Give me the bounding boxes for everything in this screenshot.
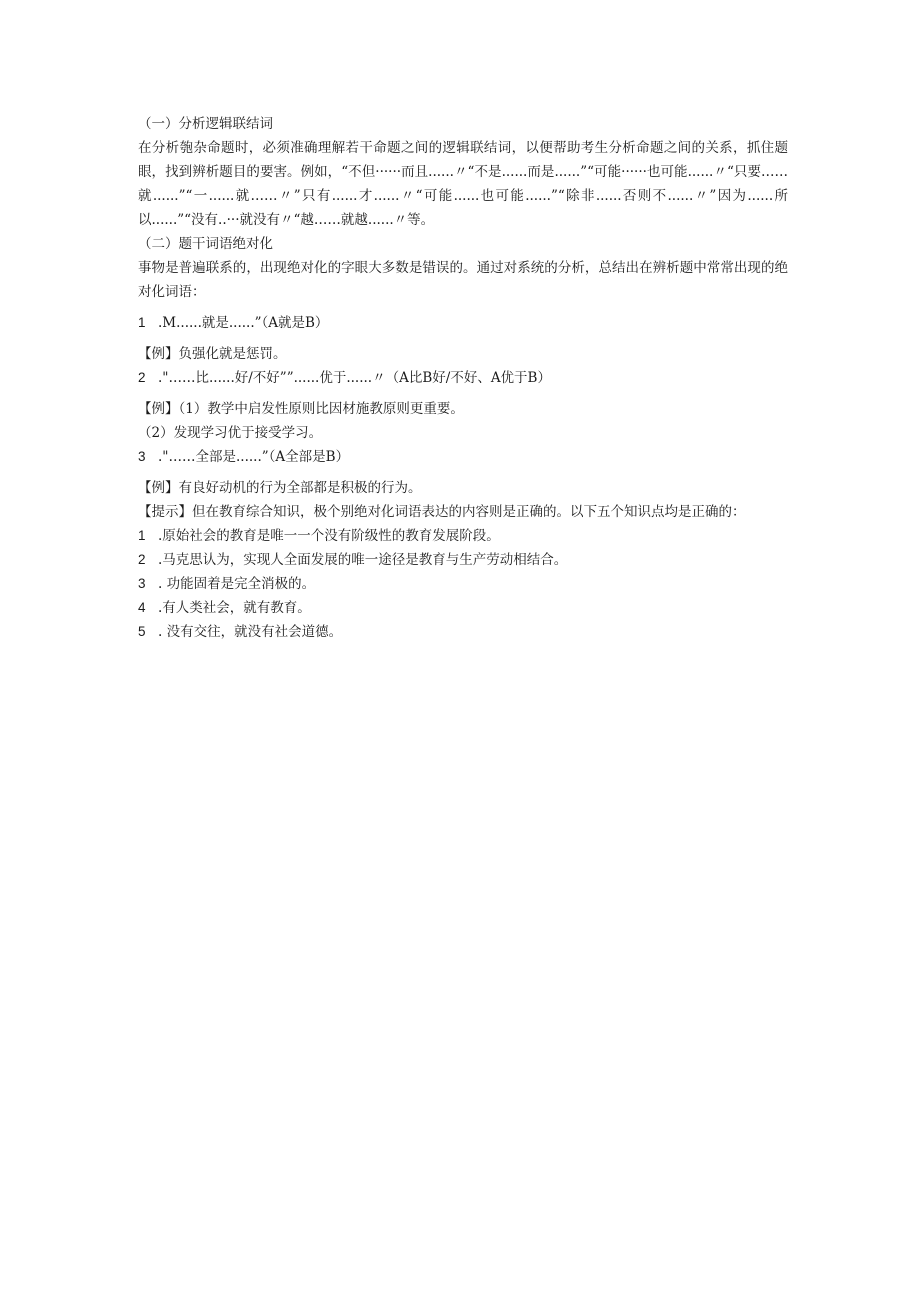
list-item-text: .M......就是......”（A就是B） — [158, 315, 329, 331]
example-2a: 【例】（1）教学中启发性原则比因材施教原则更重要。 — [138, 401, 464, 417]
point-number: 4 — [138, 600, 146, 615]
list-item-number: 3 — [138, 449, 146, 464]
point-number: 2 — [138, 552, 146, 567]
list-item-2 — [138, 366, 788, 390]
point-number: 5 — [138, 624, 146, 639]
list-item-number: 2 — [138, 370, 146, 385]
section1-heading: （一）分析逻辑联结词 — [138, 116, 273, 132]
point-text: . 功能固着是完全消极的。 — [158, 576, 316, 592]
point-1 — [138, 524, 788, 548]
point-5 — [138, 620, 788, 644]
list-item-text: ."……比......好/不好””......优于......〃（A比B好/不好、A优于B） — [158, 370, 551, 386]
point-3 — [138, 572, 788, 596]
point-2 — [138, 548, 788, 572]
point-text: .马克思认为，实现人全面发展的唯一途径是教育与生产劳动相结合。 — [158, 552, 568, 568]
section1-body: 在分析匏杂命题时，必须准确理解若干命题之间的逻辑联结词，以便帮助考生分析命题之间的关系，抓住题眼，找到辨析题目的要害。例如，“不但······而且......〃“不是......而是......”“可能······也可能......〃“只要……就......”“一......就……〃”只有......才......〃“可能......也可能......”“除非......否则不......〃”因为......所以......”“没有..···就没有〃“越……就越......〃等。 — [138, 140, 788, 228]
point-number: 3 — [138, 576, 146, 591]
point-text: .有人类社会，就有教育。 — [158, 600, 311, 616]
section2-heading: （二）题干词语绝对化 — [138, 236, 273, 252]
example-2b: （2）发现学习优于接受学习。 — [138, 425, 323, 441]
point-4 — [138, 596, 788, 620]
list-item-1 — [138, 311, 788, 335]
example-3: 【例】有良好动机的行为全部都是积极的行为。 — [138, 480, 422, 496]
section2-intro: 事物是普遍联系的，出现绝对化的字眼大多数是错误的。通过对系统的分析，总结出在辨析题中常常出现的绝对化词语： — [138, 260, 788, 300]
point-number: 1 — [138, 528, 146, 543]
point-text: .原始社会的教育是唯一一个没有阶级性的教育发展阶段。 — [158, 528, 500, 544]
document-page — [138, 112, 788, 644]
point-text: . 没有交往，就没有社会道德。 — [158, 624, 343, 640]
list-item-3 — [138, 445, 788, 469]
example-1: 【例】负强化就是惩罚。 — [138, 346, 287, 362]
hint: 【提示】但在教育综合知识，极个别绝对化词语表达的内容则是正确的。以下五个知识点均是正确的： — [138, 504, 746, 520]
list-item-text: ."……全部是......”（A全部是B） — [158, 449, 350, 465]
list-item-number: 1 — [138, 315, 146, 330]
